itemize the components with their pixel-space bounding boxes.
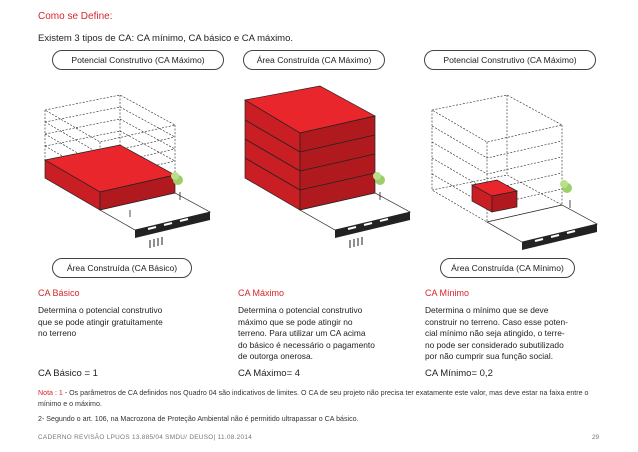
label-built-area-ca-basico: Área Construída (CA Básico) <box>52 258 192 278</box>
label-built-area-ca-minimo: Área Construída (CA Mínimo) <box>440 258 575 278</box>
text-line: Determina o mínimo que se deve <box>425 305 549 315</box>
diagram-ca-basico <box>30 70 220 250</box>
text-line: de outorga onerosa. <box>238 351 313 361</box>
value-ca-minimo: CA Mínimo= 0,2 <box>425 368 493 379</box>
text-line: Determina o potencial construtivo <box>38 305 163 315</box>
text-line: máximo que se pode atingir no <box>238 316 353 327</box>
col-text-ca-maximo <box>238 305 388 363</box>
note-2: 2- Segundo o art. 106, na Macrozona de Proteção Ambiental não é permitido ultrapassar o CA básico. <box>38 415 359 423</box>
value-ca-basico: CA Básico = 1 <box>38 368 98 379</box>
label-potential-ca-max-right: Potencial Construtivo (CA Máximo) <box>424 50 596 70</box>
text-line: construir no terreno. Caso esse poten- <box>425 316 568 327</box>
footer-text: CADERNO REVISÃO LPUOS 13.885/04 SMDU/ DEUSO| 11.08.2014 <box>38 434 253 441</box>
diagram-ca-minimo <box>412 70 612 250</box>
text-line: no pode ser considerado subutilizado <box>425 339 564 350</box>
text-line: que se pode atingir gratuitamente <box>38 316 163 327</box>
text-line: do básico é necessário o pagamento <box>238 339 375 350</box>
text-line: no terreno <box>38 328 77 338</box>
diagram-ca-maximo <box>225 78 415 250</box>
col-text-ca-minimo <box>425 305 585 363</box>
note-1-text: - Os parâmetros de CA definidos nos Quadro 04 são indicativos de limites. O CA de seu projeto não precisa ter exatamente este valor, mas deve estar na faixa entre o mínimo e o máximo. <box>38 389 589 408</box>
note-1 <box>38 388 608 410</box>
text-line: por não cumprir sua função social. <box>425 351 554 361</box>
section-heading: Como se Define: <box>38 11 113 22</box>
col-text-ca-basico <box>38 305 188 340</box>
col-title-ca-maximo: CA Máximo <box>238 288 285 298</box>
page-number: 29 <box>592 434 600 441</box>
col-title-ca-minimo: CA Mínimo <box>425 288 470 298</box>
label-potential-ca-max-left: Potencial Construtivo (CA Máximo) <box>52 50 224 70</box>
text-line: terreno. Para utilizar um CA acima <box>238 328 366 338</box>
text-line: Determina o potencial construtivo <box>238 305 363 315</box>
note-1-label: Nota : 1 <box>38 389 63 397</box>
col-title-ca-basico: CA Básico <box>38 288 80 298</box>
label-built-area-ca-max: Área Construída (CA Máximo) <box>243 50 385 70</box>
value-ca-maximo: CA Máximo= 4 <box>238 368 301 379</box>
intro-text: Existem 3 tipos de CA: CA mínimo, CA básico e CA máximo. <box>38 33 294 44</box>
text-line: cial mínimo não seja atingido, o terre- <box>425 328 565 338</box>
